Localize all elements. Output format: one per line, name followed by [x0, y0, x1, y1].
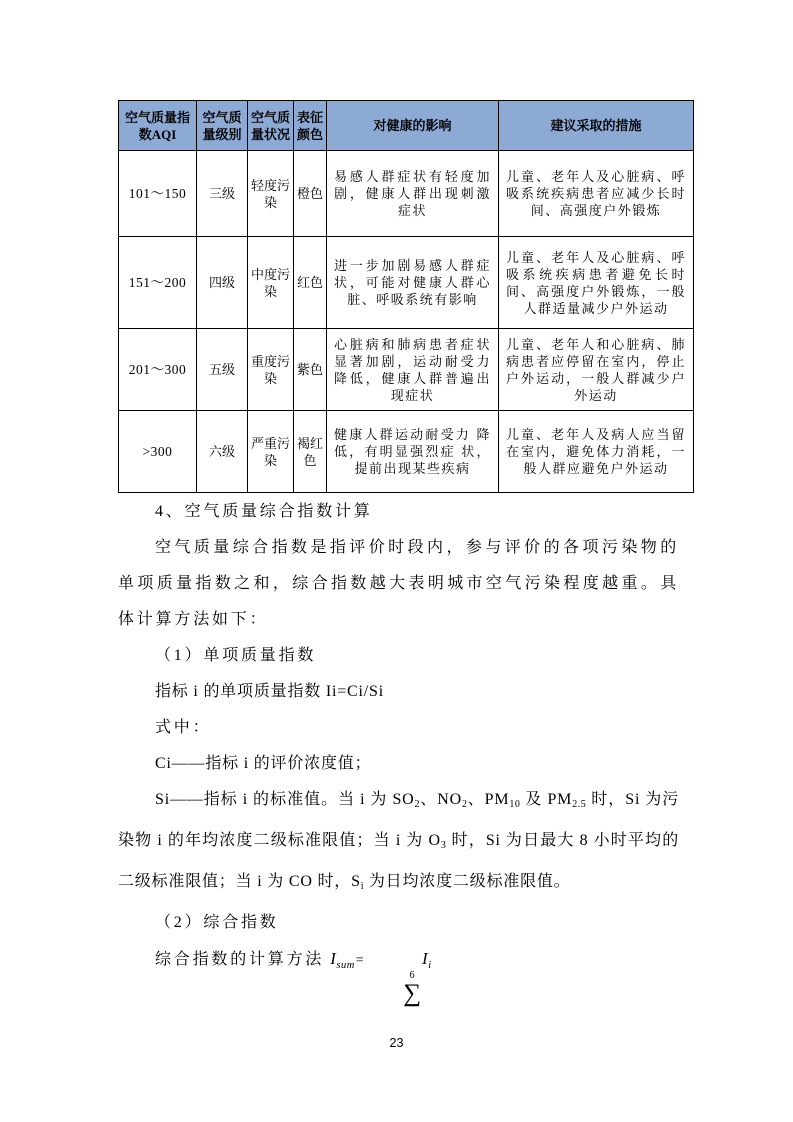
cell-level: 五级 [197, 329, 248, 411]
sigma-icon [366, 971, 421, 1007]
cell-level: 三级 [197, 151, 248, 237]
formula-term-I: I [422, 949, 429, 968]
sigma-upper-limit: 6 [409, 970, 415, 981]
cell-aqi: >300 [119, 411, 197, 493]
header-cell-aqi: 空气质量指数AQI [119, 101, 197, 151]
body-text [118, 494, 679, 1007]
cell-aqi: 151～200 [119, 237, 197, 329]
cell-color: 紫色 [294, 329, 327, 411]
formula-var-I: I [330, 949, 337, 968]
page-number: 23 [389, 1036, 404, 1050]
cell-health: 易感人群症状有轻度加剧，健康人群出现刺激症状 [327, 151, 499, 237]
where-label: 式中： [155, 719, 212, 736]
table-header-row [119, 101, 694, 151]
aqi-levels-table [118, 100, 694, 493]
sigma-glyph: ∑ [403, 980, 422, 1007]
cell-health: 健康人群运动耐受力 降低，有明显强烈症 状，提前出现某些疾病 [327, 411, 499, 493]
cell-health: 进一步加剧易感人群症状，可能对健康人群心脏、呼吸系统有影响 [327, 237, 499, 329]
cell-health: 心脏病和肺病患者症状显著加剧，运动耐受力降低，健康人群普遍出现症状 [327, 329, 499, 411]
header-cell-status: 空气质量状况 [248, 101, 294, 151]
cell-status: 中度污染 [248, 237, 294, 329]
cell-measures: 儿童、老年人及病人应当留在室内，避免体力消耗，一般人群应避免户外运动 [499, 411, 694, 493]
ci-definition-line: Ci——指标 i 的评价浓度值； [155, 755, 372, 772]
header-cell-measures: 建议采取的措施 [499, 101, 694, 151]
table-row [119, 237, 694, 329]
cell-color: 红色 [294, 237, 327, 329]
section-title: 4、空气质量综合指数计算 [155, 503, 373, 520]
cell-level: 六级 [197, 411, 248, 493]
cell-level: 四级 [197, 237, 248, 329]
table-row [119, 151, 694, 237]
header-cell-health: 对健康的影响 [327, 101, 499, 151]
composite-index-formula [330, 949, 432, 1007]
cell-color: 褐红色 [294, 411, 327, 493]
formula-prefix: 综合指数的计算方法 [155, 951, 325, 968]
table-row [119, 329, 694, 411]
cell-aqi: 201～300 [119, 329, 197, 411]
cell-measures: 儿童、老年人及心脏病、呼吸系统疾病患者应减少长时间、高强度户外锻炼 [499, 151, 694, 237]
cell-status: 轻度污染 [248, 151, 294, 237]
cell-status: 严重污染 [248, 411, 294, 493]
composite-index-formula-line [118, 941, 679, 1007]
formula-sub-sum: sum [336, 960, 355, 971]
header-cell-level: 空气质量级别 [197, 101, 248, 151]
item2-title: （2）综合指数 [155, 914, 279, 931]
cell-color: 橙色 [294, 151, 327, 237]
header-cell-color: 表征颜色 [294, 101, 327, 151]
cell-measures: 儿童、老年人和心脏病、肺病患者应停留在室内，停止户外运动，一般人群减少户外运动 [499, 329, 694, 411]
cell-aqi: 101～150 [119, 151, 197, 237]
cell-status: 重度污染 [248, 329, 294, 411]
intro-paragraph: 空气质量综合指数是指评价时段内，参与评价的各项污染物的单项质量指数之和，综合指数越大表明城市空气污染程度越重。具体计算方法如下： [118, 539, 679, 628]
formula-sub-i: i [428, 960, 432, 971]
table-row [119, 411, 694, 493]
single-index-formula-line: 指标 i 的单项质量指数 Ii=Ci/Si [155, 683, 384, 700]
cell-measures: 儿童、老年人及心脏病、呼吸系统疾病患者避免长时间、高强度户外锻炼，一般人群适量减少户外运动 [499, 237, 694, 329]
formula-equals: = [355, 953, 365, 968]
si-definition-paragraph: Si——指标 i 的标准值。当 i 为 $SO_2$、$NO_2$、$PM_{10}$ 及 $PM_{2.5}$ 时，Si 为污染物 i 的年均浓度二级标准限值；当 i 为 $O_3$ 时，Si 为日最大 8 小时平均的二级标准限值；当 i 为 CO 时，$S_i$ 为日均浓度二级标准限值。 [118, 791, 680, 892]
item1-title: （1）单项质量指数 [155, 647, 317, 664]
